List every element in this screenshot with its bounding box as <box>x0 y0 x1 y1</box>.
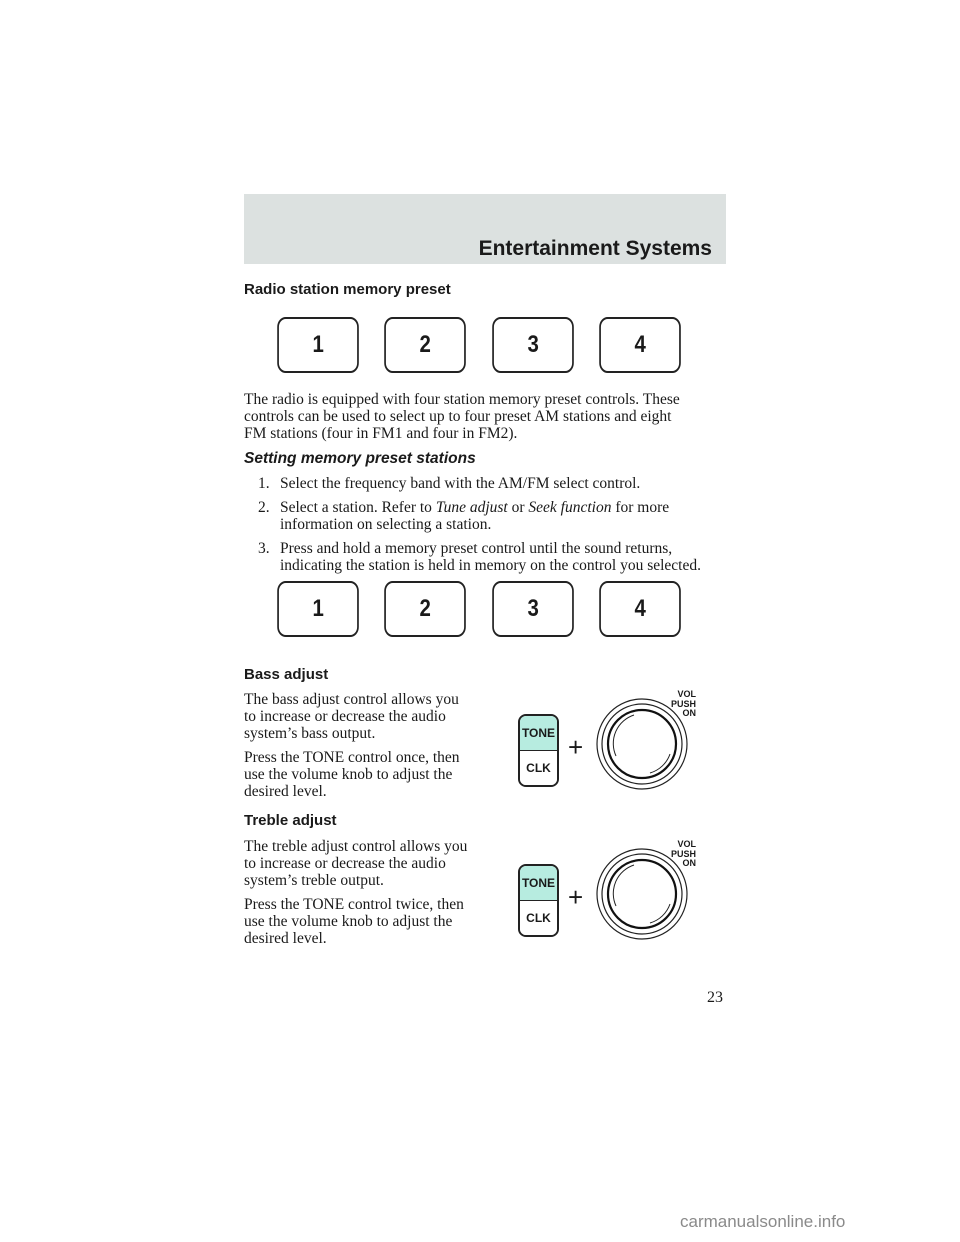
text-line: desired level. <box>244 930 327 947</box>
bass-paragraph-2 <box>244 749 460 800</box>
text-line: system’s treble output. <box>244 872 384 889</box>
tone-label: TONE <box>520 866 557 901</box>
text-line: use the volume knob to adjust the <box>244 913 453 930</box>
text-line: ON <box>682 858 696 868</box>
treble-paragraph-2 <box>244 896 464 947</box>
text-run: or <box>507 499 529 516</box>
plus-icon: + <box>568 732 584 762</box>
treble-paragraph-1 <box>244 838 467 889</box>
text-run: for more <box>611 499 670 516</box>
text-run: information on selecting a station. <box>280 516 492 533</box>
preset-label: 3 <box>526 595 539 622</box>
treble-tone-diagram <box>500 834 700 954</box>
vol-push-on-label <box>658 840 696 869</box>
text-line: system’s bass output. <box>244 725 376 742</box>
text-line: to increase or decrease the audio <box>244 708 446 725</box>
preset-button-2 <box>384 581 466 637</box>
step-number: 2. <box>258 499 270 516</box>
preset-buttons-diagram-2 <box>270 581 688 637</box>
preset-button-4 <box>599 581 681 637</box>
heading-treble-adjust: Treble adjust <box>244 812 337 829</box>
memory-preset-paragraph <box>244 391 680 442</box>
text-line: to increase or decrease the audio <box>244 855 446 872</box>
text-run: indicating the station is held in memory on the control you selected. <box>280 557 701 574</box>
step-number: 1. <box>258 475 270 492</box>
preset-label: 1 <box>312 595 324 622</box>
heading-setting-presets: Setting memory preset stations <box>244 450 476 467</box>
text-line: ON <box>682 708 696 718</box>
preset-label: 1 <box>312 331 324 358</box>
text-line: The bass adjust control allows you <box>244 691 459 708</box>
text-line: Press the TONE control twice, then <box>244 896 464 913</box>
preset-label: 2 <box>419 331 432 358</box>
clk-label: CLK <box>520 901 557 936</box>
text-line: controls can be used to select up to four preset AM stations and eight <box>244 408 672 425</box>
text-line: Press the TONE control once, then <box>244 749 460 766</box>
text-line: The treble adjust control allows you <box>244 838 468 855</box>
preset-label: 4 <box>634 595 646 622</box>
text-line: The radio is equipped with four station memory preset controls. These <box>244 391 680 408</box>
preset-label: 3 <box>526 331 539 358</box>
vol-push-on-label <box>658 690 696 719</box>
step-text <box>280 540 750 574</box>
watermark: carmanualsonline.info <box>680 1212 846 1231</box>
preset-button-1 <box>277 317 359 373</box>
preset-button-3 <box>492 317 574 373</box>
plus-icon: + <box>568 882 584 912</box>
text-line: use the volume knob to adjust the <box>244 766 453 783</box>
bass-paragraph-1 <box>244 691 459 742</box>
tone-clk-button <box>518 714 559 787</box>
page-number: 23 <box>707 989 723 1006</box>
section-title: Entertainment Systems <box>478 237 712 260</box>
text-line: PUSH <box>670 848 696 859</box>
text-line: desired level. <box>244 783 327 800</box>
step-text: Select the frequency band with the AM/FM select control. <box>280 475 641 492</box>
preset-button-1 <box>277 581 359 637</box>
text-line: VOL <box>677 689 696 699</box>
section-header-band <box>244 194 726 264</box>
reference-seek-function: Seek function <box>528 499 612 516</box>
text-run: Select a station. Refer to <box>280 499 436 516</box>
tone-label: TONE <box>520 716 557 751</box>
step-text <box>280 499 750 533</box>
preset-button-2 <box>384 317 466 373</box>
text-line: VOL <box>677 839 696 849</box>
tone-clk-button <box>518 864 559 937</box>
text-line: FM stations (four in FM1 and four in FM2). <box>244 425 518 442</box>
text-run: Press and hold a memory preset control until the sound returns, <box>280 540 673 557</box>
text-line: PUSH <box>670 698 696 709</box>
heading-bass-adjust: Bass adjust <box>244 666 329 683</box>
preset-label: 2 <box>419 595 432 622</box>
clk-label: CLK <box>520 751 557 786</box>
preset-button-4 <box>599 317 681 373</box>
heading-memory-preset: Radio station memory preset <box>244 281 451 298</box>
preset-buttons-diagram-1 <box>270 317 688 373</box>
step-number: 3. <box>258 540 270 557</box>
preset-button-3 <box>492 581 574 637</box>
preset-label: 4 <box>634 331 646 358</box>
bass-tone-diagram <box>500 684 700 804</box>
reference-tune-adjust: Tune adjust <box>435 499 508 516</box>
